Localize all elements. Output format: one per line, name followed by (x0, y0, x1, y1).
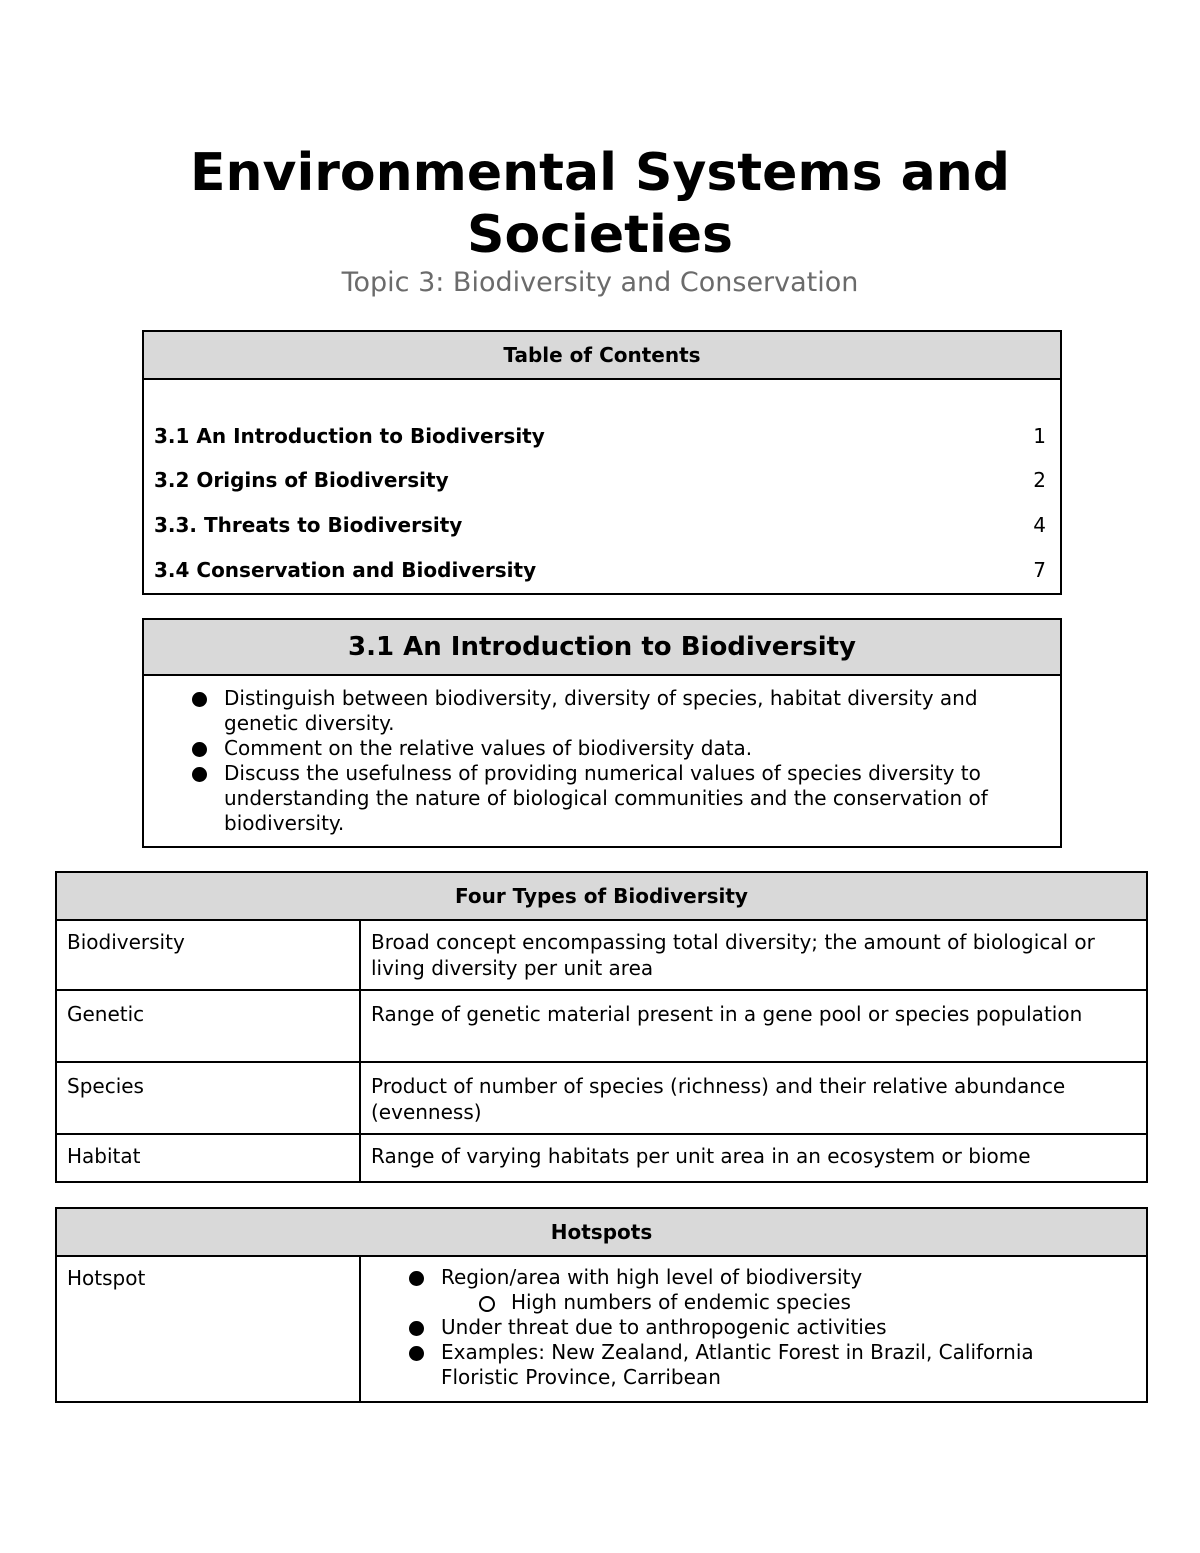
point-text: Examples: New Zealand, Atlantic Forest in Brazil, California Floristic Province, Carribean (441, 1340, 1034, 1389)
definition-cell: Range of genetic material present in a gene pool or species population (371, 1002, 1083, 1026)
hotspot-points-list (405, 1265, 1106, 1390)
objective-text: Distinguish between biodiversity, diversity of species, habitat diversity and genetic diversity. (224, 686, 978, 735)
term-cell: Habitat (67, 1144, 141, 1168)
list-item (405, 1340, 1106, 1390)
term-cell: Hotspot (67, 1266, 146, 1290)
table-of-contents (142, 330, 1062, 595)
point-text: Region/area with high level of biodiversity (441, 1265, 863, 1289)
toc-heading: Table of Contents (144, 332, 1060, 380)
toc-entry-page: 2 (1033, 468, 1046, 492)
list-item (405, 1315, 1106, 1340)
list-item (188, 686, 1050, 736)
title-line-1: Environmental Systems and (190, 143, 1010, 203)
list-item (188, 736, 1050, 761)
objective-text: Discuss the usefulness of providing numerical values of species diversity to understanding the nature of biological communities and the conservation of biodiversity. (224, 761, 988, 835)
hollow-bullet-icon (479, 1296, 495, 1312)
term-cell: Species (67, 1074, 144, 1098)
toc-entry-label[interactable]: 3.3. Threats to Biodiversity (154, 513, 463, 537)
table-heading: Four Types of Biodiversity (57, 873, 1146, 921)
bullet-icon (409, 1321, 424, 1336)
toc-entry-label[interactable]: 3.4 Conservation and Biodiversity (154, 558, 537, 582)
list-item (188, 761, 1050, 836)
objectives-list (188, 686, 1050, 836)
toc-entry-label[interactable]: 3.1 An Introduction to Biodiversity (154, 424, 545, 448)
toc-entry[interactable] (154, 510, 1046, 540)
definition-cell: Broad concept encompassing total diversity; the amount of biological or living diversity per unit area (371, 930, 1095, 980)
definition-cell: Product of number of species (richness) and their relative abundance (evenness) (371, 1074, 1066, 1124)
term-cell: Biodiversity (67, 930, 185, 954)
toc-entry-page: 7 (1033, 558, 1046, 582)
table-row (57, 991, 1146, 1063)
table-row (57, 1255, 1146, 1401)
point-text: Under threat due to anthropogenic activities (441, 1315, 887, 1339)
toc-entry-page: 1 (1033, 424, 1046, 448)
list-item (405, 1265, 1106, 1290)
bullet-icon (192, 767, 207, 782)
list-item (405, 1290, 1106, 1315)
section-heading: 3.1 An Introduction to Biodiversity (144, 620, 1060, 676)
definition-cell: Range of varying habitats per unit area in an ecosystem or biome (371, 1144, 1031, 1168)
toc-entry-page: 4 (1033, 513, 1046, 537)
four-types-table (55, 871, 1148, 1183)
bullet-icon (192, 692, 207, 707)
bullet-icon (409, 1271, 424, 1286)
document-title (0, 142, 1200, 266)
point-text: High numbers of endemic species (511, 1290, 851, 1314)
toc-entry[interactable] (154, 421, 1046, 451)
document-subtitle: Topic 3: Biodiversity and Conservation (341, 267, 859, 298)
bullet-icon (192, 742, 207, 757)
bullet-icon (409, 1346, 424, 1361)
title-line-2: Societies (467, 205, 733, 265)
term-cell: Genetic (67, 1002, 145, 1026)
toc-entry[interactable] (154, 555, 1046, 585)
table-row (57, 919, 1146, 991)
table-row (57, 1063, 1146, 1135)
table-row (57, 1135, 1146, 1181)
section-intro-biodiversity (142, 618, 1062, 848)
toc-entry[interactable] (154, 465, 1046, 495)
table-heading: Hotspots (57, 1209, 1146, 1257)
hotspots-table (55, 1207, 1148, 1403)
toc-entry-label[interactable]: 3.2 Origins of Biodiversity (154, 468, 449, 492)
objective-text: Comment on the relative values of biodiversity data. (224, 736, 753, 760)
